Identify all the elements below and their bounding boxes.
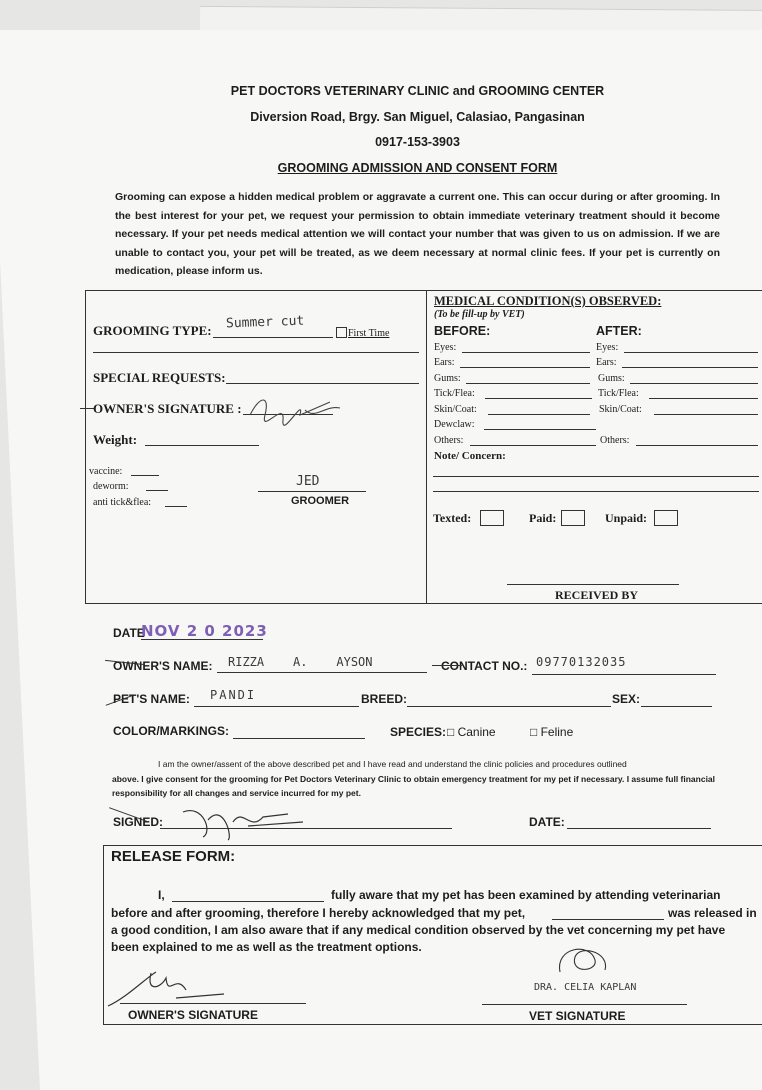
first-time-checkbox[interactable] bbox=[336, 327, 347, 338]
note-label: Note/ Concern: bbox=[434, 450, 506, 462]
box-divider bbox=[426, 290, 427, 603]
after-tick-line[interactable] bbox=[649, 398, 758, 399]
owner-signature-scribble bbox=[245, 390, 345, 428]
before-tick-line[interactable] bbox=[485, 398, 592, 399]
sex-label: SEX: bbox=[612, 692, 641, 706]
special-requests-line[interactable] bbox=[226, 383, 419, 384]
contact-value[interactable]: 09770132035 bbox=[536, 655, 627, 669]
after-tick: Tick/Flea: bbox=[598, 388, 639, 399]
form-title: GROOMING ADMISSION AND CONSENT FORM bbox=[277, 161, 558, 175]
pet-name-value[interactable]: PANDI bbox=[210, 688, 257, 702]
anti-tick-label: anti tick&flea: bbox=[93, 497, 152, 508]
medical-title: MEDICAL CONDITION(S) OBSERVED: bbox=[434, 294, 662, 308]
owner-name-value[interactable]: RIZZA A. AYSON bbox=[228, 655, 373, 669]
texted-label: Texted: bbox=[433, 511, 472, 525]
before-tick: Tick/Flea: bbox=[434, 388, 475, 399]
contact-label: CONTACT NO.: bbox=[441, 659, 528, 673]
paid-checkbox[interactable] bbox=[561, 509, 585, 527]
after-label: AFTER: bbox=[596, 324, 642, 338]
consent-text-2: above. I give consent for the grooming for Pet Doctors Veterinary Clinic to obtain emergency treatment for my pet if necessary. I assume full financial responsibility for all changes and service incurred for my pet. bbox=[112, 774, 716, 798]
vet-name: DRA. CELIA KAPLAN bbox=[534, 982, 637, 993]
before-dewclaw-line[interactable] bbox=[484, 429, 596, 430]
after-skin-line[interactable] bbox=[654, 414, 758, 415]
before-others: Others: bbox=[434, 435, 464, 446]
release-line2-b: was released in bbox=[668, 906, 757, 920]
special-requests-label: SPECIAL REQUESTS: bbox=[93, 370, 226, 385]
after-others: Others: bbox=[600, 435, 630, 446]
weight-line[interactable] bbox=[145, 445, 259, 446]
release-line2-a: before and after grooming, therefore I hereby acknowledged that my pet, bbox=[111, 906, 526, 920]
before-ears: Ears: bbox=[434, 357, 455, 368]
vaccine-line[interactable] bbox=[131, 475, 159, 476]
strike-mark-contact bbox=[432, 665, 462, 666]
anti-tick-line[interactable] bbox=[165, 506, 187, 507]
release-line3: a good condition, I am also aware that if any medical condition observed by the vet concerning my pet have bbox=[111, 923, 726, 937]
first-time-label: First Time bbox=[348, 328, 390, 339]
grooming-type-value[interactable]: Summer cut bbox=[225, 313, 305, 332]
owner-signature-label: OWNER'S SIGNATURE : bbox=[93, 401, 242, 416]
signed-date-label: DATE: bbox=[529, 815, 565, 829]
vet-signature-line[interactable] bbox=[482, 1004, 687, 1005]
note-line-2[interactable] bbox=[433, 491, 759, 492]
release-title: RELEASE FORM: bbox=[111, 848, 236, 865]
breed-label: BREED: bbox=[361, 692, 408, 706]
after-others-line[interactable] bbox=[636, 445, 758, 446]
sex-line[interactable] bbox=[641, 706, 712, 707]
color-line[interactable] bbox=[233, 738, 365, 739]
feline-option[interactable]: □ Feline bbox=[530, 725, 574, 739]
strike-mark bbox=[80, 408, 94, 409]
after-ears-line[interactable] bbox=[622, 367, 758, 368]
breed-line[interactable] bbox=[407, 706, 611, 707]
contact-line bbox=[532, 674, 716, 675]
received-by-label: RECEIVED BY bbox=[555, 588, 639, 602]
client-signature-scribble bbox=[178, 802, 308, 842]
vet-signature-label: VET SIGNATURE bbox=[529, 1009, 626, 1023]
release-pet-line[interactable] bbox=[552, 919, 664, 920]
unpaid-label: Unpaid: bbox=[605, 511, 648, 525]
weight-label: Weight: bbox=[93, 432, 138, 447]
after-gums: Gums: bbox=[598, 373, 625, 384]
vet-signature-scribble bbox=[550, 942, 620, 982]
before-eyes: Eyes: bbox=[434, 342, 457, 353]
before-dewclaw: Dewclaw: bbox=[434, 419, 475, 430]
species-label: SPECIES: bbox=[390, 725, 447, 739]
signed-date-line[interactable] bbox=[567, 828, 711, 829]
paid-label: Paid: bbox=[529, 511, 557, 525]
grooming-extra-line bbox=[93, 352, 419, 353]
unpaid-checkbox[interactable] bbox=[654, 509, 678, 527]
grooming-type-line bbox=[213, 337, 333, 338]
release-line1-a: I, bbox=[158, 888, 165, 902]
clinic-address: Diversion Road, Brgy. San Miguel, Calasiao, Pangasinan bbox=[250, 110, 585, 124]
owner-name-label: OWNER'S NAME: bbox=[113, 659, 213, 673]
owner-name-line bbox=[217, 672, 427, 673]
owner-release-signature-line[interactable] bbox=[120, 1003, 306, 1004]
before-skin-line[interactable] bbox=[488, 414, 590, 415]
date-stamp: NOV 2 0 2023 bbox=[141, 622, 268, 640]
date-label: DATE bbox=[113, 626, 145, 640]
release-line1-b: fully aware that my pet has been examined by attending veterinarian bbox=[331, 888, 721, 902]
intro-paragraph: Grooming can expose a hidden medical problem or aggravate a current one. This can occur during or after grooming. In the best interest for your pet, we request your permission to obtain immediate veterinary treatment should it become necessary. If your pet needs medical attention we will contact your number that was given to us on admission. If we are unable to contact you, your pet will be treated, as we deem necessary at normal clinic fees. If your pet is currently on medication, please inform us. bbox=[115, 191, 720, 277]
before-others-line[interactable] bbox=[470, 445, 596, 446]
release-line4: been explained to me as well as the treatment options. bbox=[111, 940, 422, 954]
before-label: BEFORE: bbox=[434, 324, 491, 338]
signed-label: SIGNED: bbox=[113, 815, 164, 829]
date-line[interactable] bbox=[141, 639, 263, 640]
before-gums-line[interactable] bbox=[466, 383, 590, 384]
color-label: COLOR/MARKINGS: bbox=[113, 724, 229, 738]
clinic-phone: 0917-153-3903 bbox=[375, 135, 460, 149]
pet-name-line bbox=[194, 706, 359, 707]
received-by-line[interactable] bbox=[507, 584, 679, 585]
deworm-line[interactable] bbox=[146, 490, 168, 491]
clinic-name: PET DOCTORS VETERINARY CLINIC and GROOMING CENTER bbox=[230, 84, 605, 98]
groomer-value: JED bbox=[296, 474, 320, 489]
before-skin: Skin/Coat: bbox=[434, 404, 477, 415]
note-line-1[interactable] bbox=[433, 476, 759, 477]
consent-text-1: I am the owner/assent of the above described pet and I have read and understand the clinic policies and procedures outlined bbox=[158, 759, 627, 769]
owner-release-signature-label: OWNER'S SIGNATURE bbox=[128, 1008, 258, 1022]
after-gums-line[interactable] bbox=[630, 383, 758, 384]
before-gums: Gums: bbox=[434, 373, 461, 384]
release-name-line[interactable] bbox=[172, 901, 324, 902]
after-eyes: Eyes: bbox=[596, 342, 619, 353]
canine-option[interactable]: □ Canine bbox=[447, 725, 496, 739]
owner-release-signature-scribble bbox=[106, 968, 226, 1012]
before-eyes-line[interactable] bbox=[462, 352, 590, 353]
after-ears: Ears: bbox=[596, 357, 617, 368]
deworm-label: deworm: bbox=[93, 481, 129, 492]
pet-name-label: PET'S NAME: bbox=[113, 692, 190, 706]
after-eyes-line[interactable] bbox=[624, 352, 758, 353]
after-skin: Skin/Coat: bbox=[599, 404, 642, 415]
before-ears-line[interactable] bbox=[460, 367, 590, 368]
groomer-label: GROOMER bbox=[291, 495, 350, 507]
groomer-line[interactable] bbox=[258, 491, 366, 492]
vaccine-label: vaccine: bbox=[89, 466, 123, 477]
medical-subtitle: (To be fill-up by VET) bbox=[434, 309, 525, 320]
grooming-type-label: GROOMING TYPE: bbox=[93, 323, 212, 338]
texted-checkbox[interactable] bbox=[480, 509, 504, 527]
